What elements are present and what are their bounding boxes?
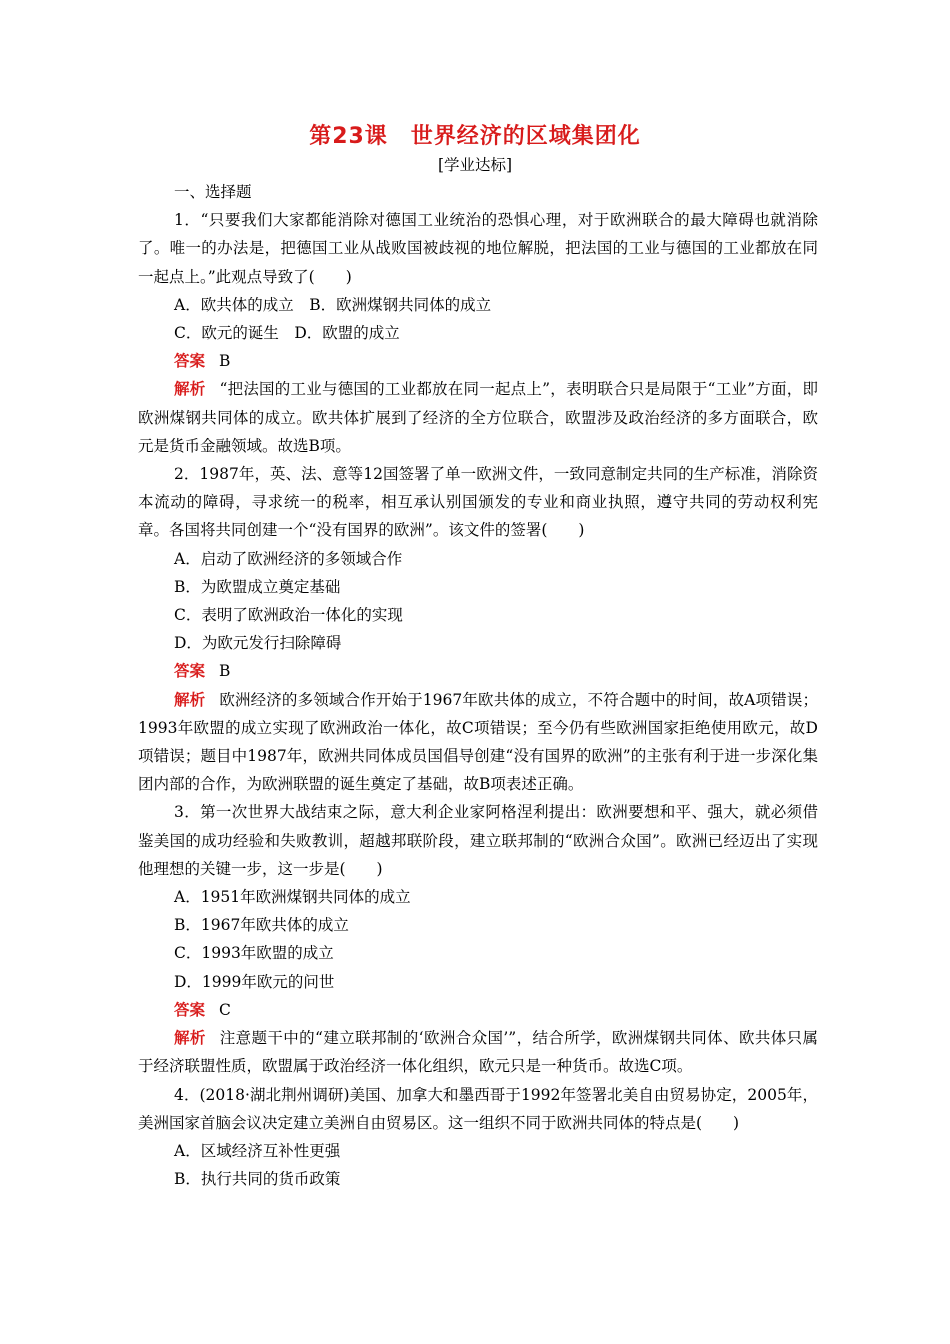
question-option: C．1993年欧盟的成立 <box>174 944 334 963</box>
question-option: D．为欧元发行扫除障碍 <box>174 634 342 653</box>
analysis-text: “把法国的工业与德国的工业都放在同一起点上”，表明联合只是局限于“工业”方面，即欧洲煤钢共同体的成立。欧共体扩展到了经济的全方位联合，欧盟涉及政治经济的多方面联合，欧元是货币金融领域。故选B项。 <box>138 380 818 455</box>
answer-label: 答案 <box>174 662 206 681</box>
answer-line <box>138 347 818 375</box>
analysis-text: 注意题干中的“建立联邦制的‘欧洲合众国’”，结合所学，欧洲煤钢共同体、欧共体只属于经济联盟性质，欧盟属于政治经济一体化组织，欧元只是一种货币。故选C项。 <box>138 1029 818 1076</box>
question-option: A．欧共体的成立 B．欧洲煤钢共同体的成立 <box>174 295 492 314</box>
analysis-label: 解析 <box>174 1029 206 1048</box>
answer-value: B <box>219 352 231 371</box>
question-option: A．启动了欧洲经济的多领域合作 <box>174 549 403 568</box>
question-option: D．1999年欧元的问世 <box>174 972 335 991</box>
answer-line <box>138 996 818 1024</box>
analysis-paragraph <box>138 375 818 460</box>
question-option: C．欧元的诞生 D．欧盟的成立 <box>174 324 400 343</box>
question-option: B．为欧盟成立奠定基础 <box>174 577 341 596</box>
analysis-label: 解析 <box>174 690 206 709</box>
answer-value: C <box>219 1000 231 1019</box>
question-option: A．1951年欧洲煤钢共同体的成立 <box>174 888 411 907</box>
analysis-label: 解析 <box>174 380 206 399</box>
question-option: C．表明了欧洲政治一体化的实现 <box>174 606 403 625</box>
question-option: B．1967年欧共体的成立 <box>174 916 349 935</box>
answer-line <box>138 657 818 685</box>
question-stem-3: 3．第一次世界大战结束之际，意大利企业家阿格涅利提出：欧洲要想和平、强大，就必须借鉴美国的成功经验和失败教训，超越邦联阶段，建立联邦制的“欧洲合众国”。欧洲已经迈出了实现他理想的关键一步，这一步是( ) <box>138 803 818 878</box>
answer-value: B <box>219 662 231 681</box>
question-stem-1: 1．“只要我们大家都能消除对德国工业统治的恐惧心理，对于欧洲联合的最大障碍也就消除了。唯一的办法是，把德国工业从战败国被歧视的地位解脱，把法国的工业与德国的工业都放在同一起点上。”此观点导致了( ) <box>138 211 818 286</box>
question-stem-4: 4．(2018·湖北荆州调研)美国、加拿大和墨西哥于1992年签署北美自由贸易协定，2005年，美洲国家首脑会议决定建立美洲自由贸易区。这一组织不同于欧洲共同体的特点是( ) <box>138 1085 818 1132</box>
page-subtitle: [学业达标] <box>437 156 513 174</box>
document-body <box>138 178 818 1193</box>
answer-label: 答案 <box>174 1000 206 1019</box>
question-option: A．区域经济互补性更强 <box>174 1141 341 1160</box>
page-title: 第23课 世界经济的区域集团化 <box>309 124 641 149</box>
question-stem-2: 2．1987年，英、法、意等12国签署了单一欧洲文件，一致同意制定共同的生产标准，消除资本流动的障碍，寻求统一的税率，相互承认别国颁发的专业和商业执照，遵守共同的劳动权利宪章。各国将共同创建一个“没有国界的欧洲”。该文件的签署( ) <box>138 465 818 540</box>
analysis-paragraph <box>138 1024 818 1080</box>
analysis-paragraph <box>138 686 818 799</box>
section-heading: 一、选择题 <box>174 183 252 201</box>
question-option: B．执行共同的货币政策 <box>174 1170 341 1189</box>
answer-label: 答案 <box>174 352 206 371</box>
analysis-text: 欧洲经济的多领域合作开始于1967年欧共体的成立，不符合题中的时间，故A项错误；1993年欧盟的成立实现了欧洲政治一体化，故C项错误；至今仍有些欧洲国家拒绝使用欧元，故D项错误；题目中1987年，欧洲共同体成员国倡导创建“没有国界的欧洲”的主张有利于进一步深化集团内部的合作，为欧洲联盟的诞生奠定了基础，故B项表述正确。 <box>138 690 818 794</box>
